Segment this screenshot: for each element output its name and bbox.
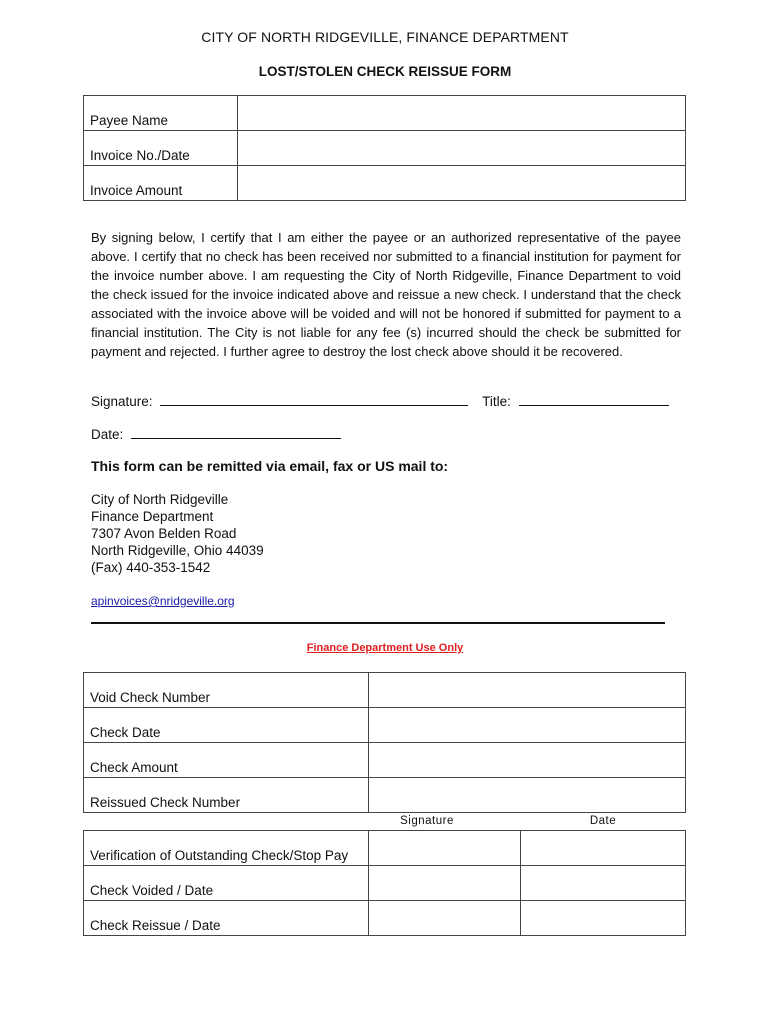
payee-name-label: Payee Name: [84, 96, 238, 131]
reissued-check-number-field[interactable]: [369, 778, 686, 813]
department-header: CITY OF NORTH RIDGEVILLE, FINANCE DEPARTMENT: [201, 29, 569, 45]
check-voided-label: Check Voided / Date: [84, 866, 369, 901]
form-title: LOST/STOLEN CHECK REISSUE FORM: [258, 64, 512, 79]
check-voided-date-field[interactable]: [521, 866, 686, 901]
title-line[interactable]: [519, 393, 669, 406]
title-label: Title:: [482, 394, 511, 409]
office-use-heading: Finance Department Use Only: [306, 642, 464, 654]
check-date-field[interactable]: [369, 708, 686, 743]
date-label: Date:: [91, 427, 124, 442]
date-row: [91, 426, 341, 442]
signature-column-header: Signature: [400, 815, 454, 827]
check-voided-signature-field[interactable]: [369, 866, 521, 901]
signature-label: Signature:: [91, 394, 153, 409]
address-line: North Ridgeville, Ohio 44039: [91, 543, 264, 558]
void-check-number-field[interactable]: [369, 673, 686, 708]
address-line: Finance Department: [91, 509, 214, 524]
check-amount-label: Check Amount: [84, 743, 369, 778]
check-reissue-label: Check Reissue / Date: [84, 901, 369, 936]
payee-name-field[interactable]: [238, 96, 686, 131]
address-line: City of North Ridgeville: [91, 492, 229, 507]
reissued-check-number-label: Reissued Check Number: [84, 778, 369, 813]
invoice-no-date-label: Invoice No./Date: [84, 131, 238, 166]
invoice-amount-label: Invoice Amount: [84, 166, 238, 201]
invoice-no-date-field[interactable]: [238, 131, 686, 166]
payee-table: [83, 95, 686, 201]
verification-label: Verification of Outstanding Check/Stop Pay: [84, 831, 369, 866]
check-reissue-signature-field[interactable]: [369, 901, 521, 936]
certification-text: By signing below, I certify that I am either the payee or an authorized representative of the payee above. I certify that no check has been received nor submitted to a financial institution for payment for the invoice number above. I am requesting the City of North Ridgeville, Finance Department to void the check issued for the invoice indicated above and reissue a new check. I understand that the check associated with the invoice above will be voided and will not be honored if submitted for payment to a financial institution. The City is not liable for any fee (s) incurred should the check be submitted for payment and rejected. I further agree to destroy the lost check above should it be recovered.: [91, 230, 681, 359]
signature-line[interactable]: [160, 393, 468, 406]
check-info-table: [83, 672, 686, 813]
mailing-address: [91, 491, 264, 576]
check-date-label: Check Date: [84, 708, 369, 743]
check-amount-field[interactable]: [369, 743, 686, 778]
date-column-header: Date: [589, 815, 617, 827]
verification-date-field[interactable]: [521, 831, 686, 866]
verification-signature-field[interactable]: [369, 831, 521, 866]
void-check-number-label: Void Check Number: [84, 673, 369, 708]
verification-table: [83, 830, 686, 936]
divider: [91, 622, 665, 624]
email-link[interactable]: apinvoices@nridgeville.org: [91, 594, 235, 608]
signature-row: [91, 393, 669, 409]
remit-heading: This form can be remitted via email, fax or US mail to:: [91, 458, 449, 474]
check-reissue-date-field[interactable]: [521, 901, 686, 936]
address-line: 7307 Avon Belden Road: [91, 526, 237, 541]
fax-line: (Fax) 440-353-1542: [91, 560, 211, 575]
date-line[interactable]: [131, 426, 341, 439]
invoice-amount-field[interactable]: [238, 166, 686, 201]
